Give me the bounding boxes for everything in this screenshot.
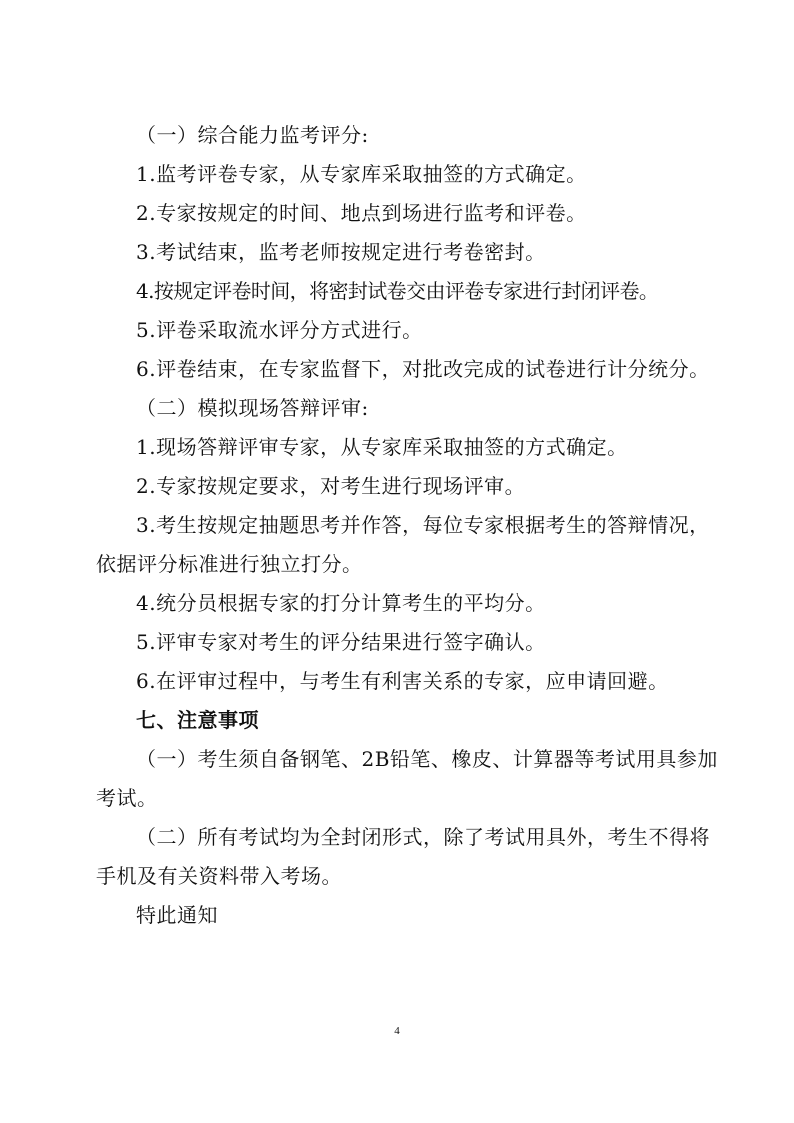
section3-heading: 七、注意事项 [136, 708, 259, 732]
section3-item-1: （一）考生须自备钢笔、2B铅笔、橡皮、计算器等考试用具参加考试。 [96, 747, 718, 810]
section1-item-5: 5.评卷采取流水评分方式进行。 [136, 318, 423, 342]
section2-item-2: 2.专家按规定要求，对考生进行现场评审。 [136, 474, 526, 498]
document-body [96, 116, 718, 935]
section2-item-1: 1.现场答辩评审专家，从专家库采取抽签的方式确定。 [136, 435, 628, 459]
closing-text: 特此通知 [136, 903, 218, 927]
section2-item-6: 6.在评审过程中，与考生有利害关系的专家，应申请回避。 [136, 669, 669, 693]
section3-item-2: （二）所有考试均为全封闭形式，除了考试用具外，考生不得将手机及有关资料带入考场。 [96, 825, 710, 888]
section1-heading: （一）综合能力监考评分: [136, 123, 369, 147]
section1-item-2: 2.专家按规定的时间、地点到场进行监考和评卷。 [136, 201, 587, 225]
section1-item-1: 1.监考评卷专家，从专家库采取抽签的方式确定。 [136, 162, 587, 186]
section2-item-3: 3.考生按规定抽题思考并作答，每位专家根据考生的答辩情况，依据评分标准进行独立打分。 [96, 513, 710, 576]
page-number: 4 [394, 1025, 400, 1037]
section1-item-4: 4.按规定评卷时间，将密封试卷交由评卷专家进行封闭评卷。 [136, 279, 659, 303]
section2-item-5: 5.评审专家对考生的评分结果进行签字确认。 [136, 630, 546, 654]
section2-item-4: 4.统分员根据专家的打分计算考生的平均分。 [136, 591, 546, 615]
section1-item-6: 6.评卷结束，在专家监督下，对批改完成的试卷进行计分统分。 [136, 357, 710, 381]
section1-item-3: 3.考试结束，监考老师按规定进行考卷密封。 [136, 240, 546, 264]
section2-heading: （二）模拟现场答辩评审: [136, 396, 369, 420]
